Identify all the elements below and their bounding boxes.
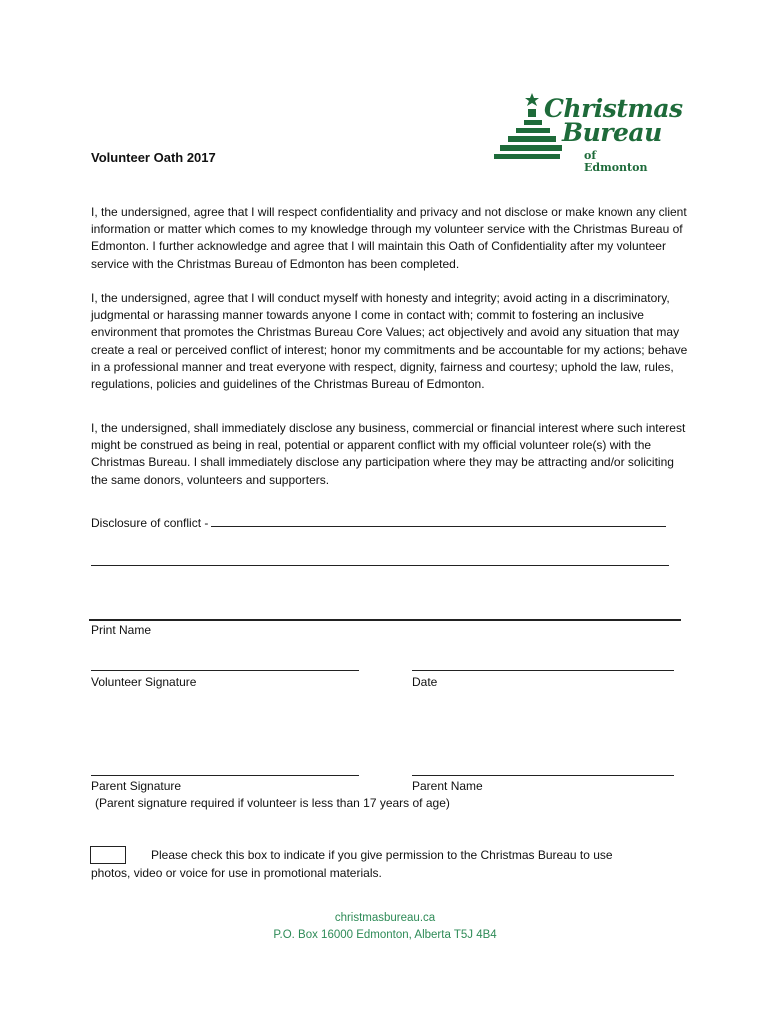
disclosure-row xyxy=(91,514,666,530)
logo-line-3: of Edmonton xyxy=(584,149,648,174)
date-label: Date xyxy=(412,675,438,689)
parent-signature-label: Parent Signature xyxy=(91,779,182,793)
print-name-field[interactable] xyxy=(89,619,681,621)
volunteer-signature-label: Volunteer Signature xyxy=(91,675,197,689)
logo-line-2: Bureau xyxy=(562,118,662,147)
disclosure-field[interactable] xyxy=(211,514,666,527)
conflict-paragraph: I, the undersigned, shall immediately disclose any business, commercial or financial interest where such interest might be construed as being in real, potential or apparent conflict with my official volunteer role(s) with the Christmas Bureau. I shall immediately disclose any participation where they may be attracting and/or soliciting the same donors, volunteers and supporters. xyxy=(91,421,686,487)
disclosure-label: Disclosure of conflict - xyxy=(91,516,209,530)
parent-note: (Parent signature required if volunteer is less than 17 years of age) xyxy=(95,796,450,810)
footer-address: P.O. Box 16000 Edmonton, Alberta T5J 4B4 xyxy=(273,929,497,941)
parent-name-field[interactable] xyxy=(412,775,674,776)
footer-website: christmasbureau.ca xyxy=(334,912,436,924)
logo-line-1: Christmas xyxy=(544,94,683,123)
confidentiality-paragraph: I, the undersigned, agree that I will respect confidentiality and privacy and not disclose or make known any client information or matter which comes to my knowledge through my volunteer service with the Christmas Bureau of Edmonton. I further acknowledge and agree that I will maintain this Oath of Confidentiality after my volunteer service with the Christmas Bureau of Edmonton has been completed. xyxy=(91,205,687,271)
page-title: Volunteer Oath 2017 xyxy=(91,150,216,165)
conduct-paragraph: I, the undersigned, agree that I will conduct myself with honesty and integrity; avoid acting in a discriminatory, judgmental or harassing manner towards anyone I come in contact with; commit to fostering an inclusive environment that promotes the Christmas Bureau Core Values; act objectively and avoid any situation that may create a real or perceived conflict of interest; honor my commitments and be accountable for my actions; behave in a professional manner and treat everyone with respect, dignity, fairness and courtesy; uphold the law, rules, regulations, policies and guidelines of the Christmas Bureau of Edmonton. xyxy=(91,291,688,392)
parent-name-label: Parent Name xyxy=(412,779,483,793)
date-field[interactable] xyxy=(412,670,674,671)
volunteer-signature-field[interactable] xyxy=(91,670,359,671)
parent-signature-field[interactable] xyxy=(91,775,359,776)
christmas-bureau-logo xyxy=(492,92,683,174)
print-name-label: Print Name xyxy=(91,623,152,637)
disclosure-field-line-2[interactable] xyxy=(91,565,669,566)
permission-text: Please check this box to indicate if you give permission to the Christmas Bureau to use photos, video or voice for use in promotional materials. xyxy=(91,848,613,880)
